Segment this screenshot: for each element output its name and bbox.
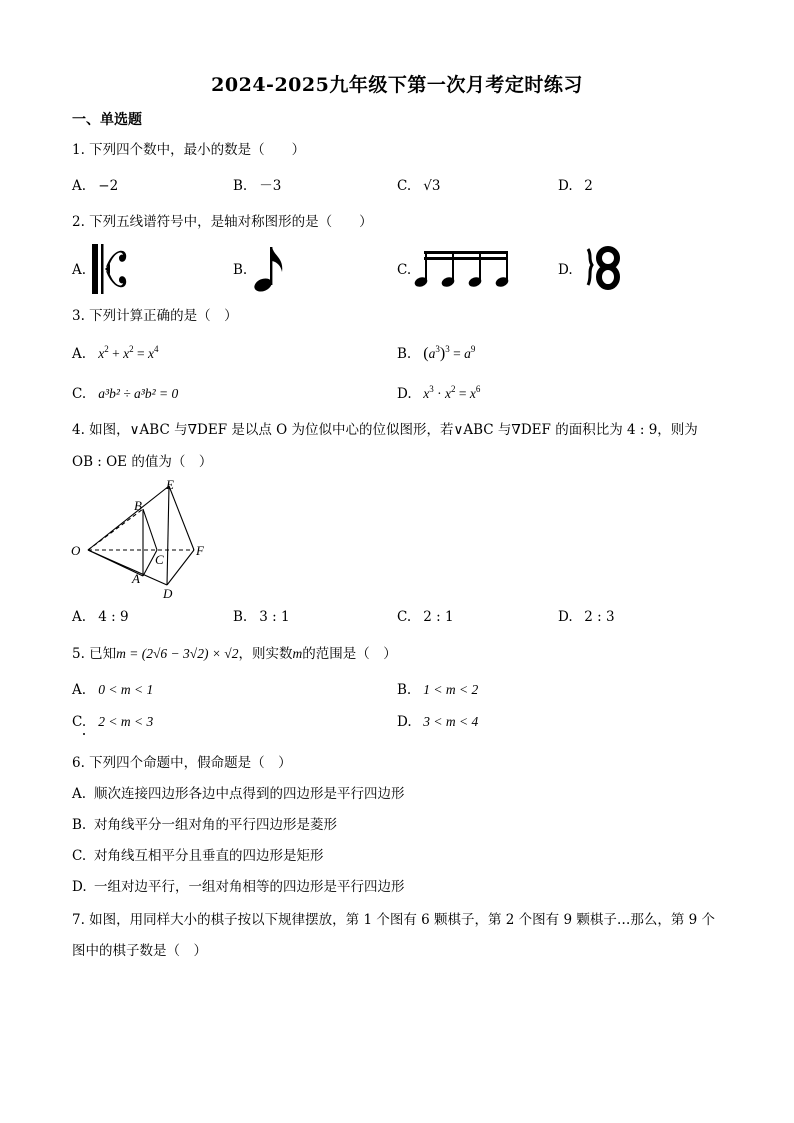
q2-option-d[interactable]: D. xyxy=(558,262,573,278)
q1-option-b[interactable]: B. －3 xyxy=(233,178,282,194)
point-d-label: D xyxy=(163,586,173,600)
homothety-figure xyxy=(66,476,216,600)
q1-option-a-text: −2 xyxy=(98,178,119,194)
q4-option-d[interactable]: D. 2 : 3 xyxy=(558,609,615,625)
section-heading: 一、单选题 xyxy=(72,112,142,128)
q5-expression: m = (2√6 − 3√2) × √2 xyxy=(116,646,239,661)
question-5-stem: 5. 已知m = (2√6 − 3√2) × √2，则实数m的范围是（ ） xyxy=(72,646,397,662)
q1-option-c[interactable]: C. √3 xyxy=(397,178,441,194)
q4-option-b[interactable]: B. 3 : 1 xyxy=(233,609,290,625)
question-4-line-2: OB : OE 的值为（ ） xyxy=(72,454,213,470)
page-title: 2024-2025九年级下第一次月考定时练习 xyxy=(211,74,583,96)
q3-option-b-expr: $(a^3)^3 = a^9$ xyxy=(423,344,476,362)
eighth-note-icon xyxy=(252,244,288,294)
sixteenth-notes-icon xyxy=(414,247,514,291)
q3-option-d[interactable]: D. $x^3 \cdot x^2 = x^6$ xyxy=(397,384,481,402)
q6-option-c[interactable]: C. 对角线互相平分且垂直的四边形是矩形 xyxy=(72,848,324,864)
q3-option-a[interactable]: A. $x^2 + x^2 = x^4$ xyxy=(72,344,159,362)
point-o-label: O xyxy=(71,543,81,558)
q3-option-c-expr: a³b² ÷ a³b² = 0 xyxy=(98,386,179,401)
point-c-label: C xyxy=(155,552,164,567)
q4-option-c[interactable]: C. 2 : 1 xyxy=(397,609,454,625)
question-3-stem: 3. 下列计算正确的是（ ） xyxy=(72,308,238,324)
q5-option-a[interactable]: A. 0 < m < 1 xyxy=(72,682,154,698)
q3-option-c[interactable]: C. a³b² ÷ a³b² = 0 xyxy=(72,386,179,402)
question-4-line-1: 4. 如图，∨ABC 与∇DEF 是以点 O 为位似中心的位似图形，若∨ABC 与∇DEF 的面积比为 4 : 9，则为 xyxy=(72,422,698,438)
q6-option-d[interactable]: D. 一组对边平行，一组对角相等的四边形是平行四边形 xyxy=(72,879,405,895)
q3-option-d-expr: $x^3 \cdot x^2 = x^6$ xyxy=(423,384,481,401)
q1-option-b-text: －3 xyxy=(259,178,282,194)
q1-option-d[interactable]: D. 2 xyxy=(558,178,593,194)
question-6-stem: 6. 下列四个命题中，假命题是（ ） xyxy=(72,755,292,771)
c-clef-icon xyxy=(90,242,130,296)
q3-option-a-expr: $x^2 + x^2 = x^4$ xyxy=(98,344,159,361)
q2-option-c[interactable]: C. xyxy=(397,262,412,278)
q6-option-b[interactable]: B. 对角线平分一组对角的平行四边形是菱形 xyxy=(72,817,337,833)
q4-option-a[interactable]: A. 4 : 9 xyxy=(72,609,129,625)
q1-option-a[interactable]: A. −2 xyxy=(72,178,119,194)
q5-option-c[interactable]: C. 2 < m < 3 xyxy=(72,714,154,730)
point-a-label: A xyxy=(132,571,140,586)
q2-option-a[interactable]: A. xyxy=(72,262,87,278)
q2-option-b[interactable]: B. xyxy=(233,262,248,278)
g-clef-symbol-icon xyxy=(586,245,622,291)
point-e-label: E xyxy=(166,477,174,492)
question-7-line-2: 图中的棋子数是（ ） xyxy=(72,943,207,959)
q5-option-b[interactable]: B. 1 < m < 2 xyxy=(397,682,479,698)
q6-option-a[interactable]: A. 顺次连接四边形各边中点得到的四边形是平行四边形 xyxy=(72,786,405,802)
question-7-line-1: 7. 如图，用同样大小的棋子按以下规律摆放，第 1 个图有 6 颗棋子，第 2 个图有 9 颗棋子…那么，第 9 个 xyxy=(72,912,716,928)
stray-dot xyxy=(83,733,85,735)
question-1-stem: 1. 下列四个数中，最小的数是（ ） xyxy=(72,142,306,158)
q1-option-c-text: √3 xyxy=(423,178,441,194)
q1-option-d-text: 2 xyxy=(584,178,593,194)
point-b-label: B xyxy=(134,498,142,513)
q5-option-d[interactable]: D. 3 < m < 4 xyxy=(397,714,479,730)
question-2-stem: 2. 下列五线谱符号中，是轴对称图形的是（ ） xyxy=(72,214,373,230)
q3-option-b[interactable]: B. $(a^3)^3 = a^9$ xyxy=(397,344,476,362)
point-f-label: F xyxy=(196,543,204,558)
